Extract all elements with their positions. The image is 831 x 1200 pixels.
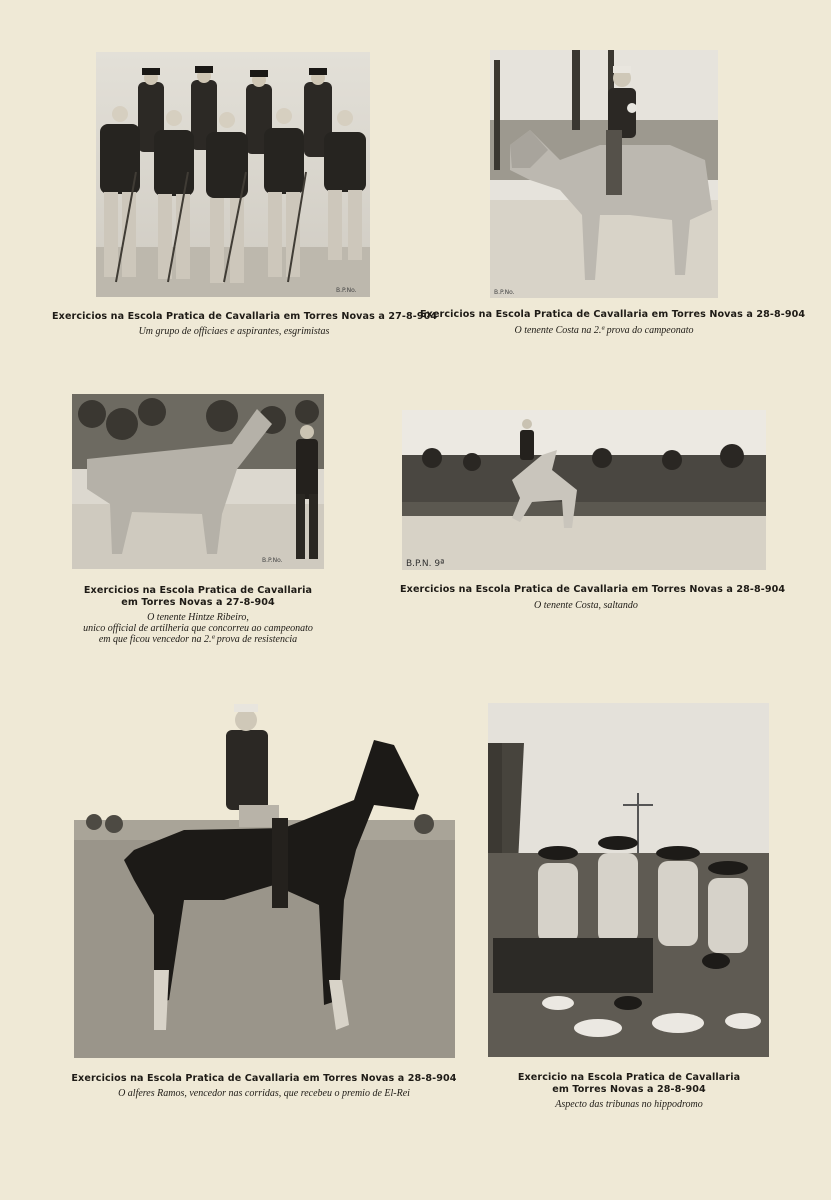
caption-title-officers: Exercicios na Escola Pratica de Cavallaria em Torres Novas a 27-8-904 xyxy=(52,311,438,322)
photo-tenente-costa-riding xyxy=(490,50,718,298)
caption-title-ramos: Exercicios na Escola Pratica de Cavallaria em Torres Novas a 28-8-904 xyxy=(71,1073,457,1084)
caption-title-hintze-line2: em Torres Novas a 27-8-904 xyxy=(121,597,275,608)
caption-title-costa-jumping: Exercicios na Escola Pratica de Cavallaria em Torres Novas a 28-8-904 xyxy=(400,584,786,595)
caption-subtitle-costa-riding: O tenente Costa na 2.ª prova do campeonato xyxy=(514,325,694,336)
caption-subtitle-officers: Um grupo de officiaes e aspirantes, esgrimistas xyxy=(138,326,330,337)
caption-subtitle-hintze-line3: em que ficou vencedor na 2.ª prova de resistencia xyxy=(98,634,298,645)
caption-title-hintze-line1: Exercicios na Escola Pratica de Cavallaria xyxy=(83,585,313,596)
photo-signature: B.P.No. xyxy=(494,289,515,296)
photo-signature: B.P.N. 9ª xyxy=(406,559,445,569)
caption-subtitle-hintze-line2: unico official de artilheria que concorreu ao campeonato xyxy=(83,623,313,634)
photo-signature: B.P.No. xyxy=(336,287,357,294)
photo-signature: B.P.No. xyxy=(262,557,283,564)
photo-tenente-hintze-ribeiro xyxy=(72,394,324,569)
caption-subtitle-tribunas: Aspecto das tribunas no hippodromo xyxy=(555,1099,703,1110)
caption-title-tribunas-line1: Exercicio na Escola Pratica de Cavallaria xyxy=(517,1072,741,1083)
caption-title-tribunas-line2: em Torres Novas a 28-8-904 xyxy=(552,1084,706,1095)
caption-title-costa-riding: Exercicios na Escola Pratica de Cavallaria em Torres Novas a 28-8-904 xyxy=(420,309,806,320)
photo-alferes-ramos xyxy=(74,700,455,1058)
photo-tribunas-hippodromo xyxy=(488,703,769,1057)
caption-subtitle-ramos: O alferes Ramos, vencedor nas corridas, que recebeu o premio de El-Rei xyxy=(118,1088,410,1099)
caption-subtitle-costa-jumping: O tenente Costa, saltando xyxy=(534,600,638,611)
photo-officers-group xyxy=(96,52,370,297)
photo-tenente-costa-jumping xyxy=(402,410,766,570)
caption-subtitle-hintze-line1: O tenente Hintze Ribeiro, xyxy=(147,612,249,623)
